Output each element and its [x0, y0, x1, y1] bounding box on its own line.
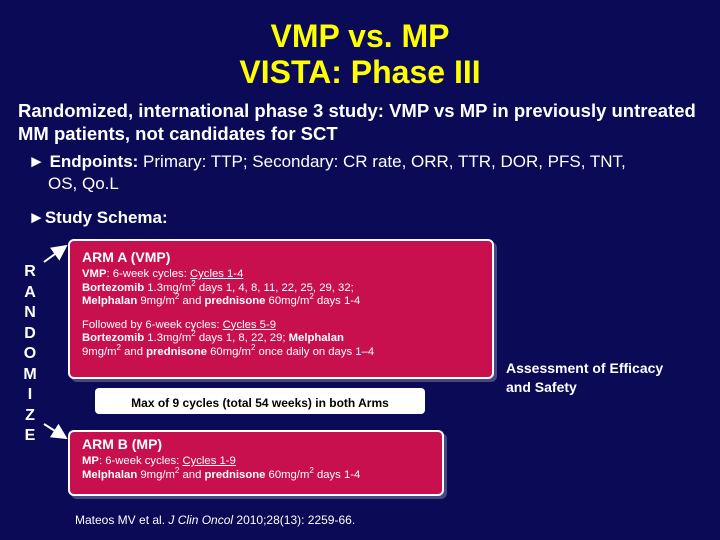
endpoints-label: Endpoints:: [49, 152, 139, 171]
randomize-letter: O: [23, 345, 37, 362]
assessment-line1: Assessment of Efficacy: [506, 360, 664, 376]
arm-a-line3: Melphalan $9mg/m^2$ and prednisone $60mg/m^2$ days 1-4: [82, 292, 361, 307]
arm-a-line4: Followed by 6-week cycles: Cycles 5-9: [82, 318, 277, 331]
arm-a-box: [68, 239, 494, 379]
arrow-to-arm-a-icon: [44, 246, 66, 262]
assessment-label: [506, 359, 706, 397]
randomize-letter: I: [27, 386, 33, 403]
arm-b-line1: MP: 6-week cycles: Cycles 1-9: [82, 455, 236, 467]
citation: Mateos MV et al. J Clin Oncol 2010;28(13): 2259-66.: [75, 513, 356, 527]
assessment-line2: and Safety: [506, 379, 577, 395]
schema-label: Study Schema:: [44, 208, 168, 227]
bullet-arrow-icon: ►: [28, 152, 45, 171]
arm-a-line2: Bortezomib $1.3mg/m^2$ days 1, 4, 8, 11, 22, 25, 29, 32;: [82, 278, 354, 294]
randomize-letter: M: [23, 365, 37, 383]
max-cycles-box: Max of 9 cycles (total 54 weeks) in both Arms: [95, 388, 425, 414]
arrow-to-arm-b-icon: [44, 424, 66, 438]
arm-b-box: [68, 430, 444, 496]
randomize-letter: N: [24, 304, 36, 321]
endpoints-text: Primary: TTP; Secondary: CR rate, ORR, TTR, DOR, PFS, TNT,: [138, 152, 626, 171]
slide-title-line2: VISTA: Phase III: [239, 54, 481, 90]
bullet-arrow-icon: ►: [28, 208, 45, 227]
arm-a-line5: Bortezomib $1.3mg/m^2$ days 1, 8, 22, 29; Melphalan: [82, 329, 344, 344]
randomize-letter: D: [24, 324, 36, 342]
endpoints-text-continued: OS, Qo.L: [48, 174, 119, 193]
arm-a-line1: VMP: 6-week cycles: Cycles 1-4: [82, 268, 244, 280]
slide-title-line1: VMP vs. MP: [270, 18, 450, 54]
arm-b-title: ARM B (MP): [82, 436, 163, 452]
arm-a-title: ARM A (VMP): [82, 249, 171, 265]
randomize-letter: E: [24, 427, 36, 444]
arm-b-line2: Melphalan $9mg/m^2$ and prednisone $60mg/m^2$ days 1-4: [82, 465, 361, 481]
randomize-letter: A: [24, 283, 36, 301]
randomize-letter: R: [24, 263, 36, 280]
randomize-letter: Z: [25, 406, 35, 424]
arm-a-line6: $9mg/m^2$ and prednisone $60mg/m^2$ once daily on days 1–4: [82, 342, 375, 358]
intro-text: Randomized, international phase 3 study: VMP vs MP in previously untreated MM patients, not candidates for SCT: [18, 100, 696, 144]
